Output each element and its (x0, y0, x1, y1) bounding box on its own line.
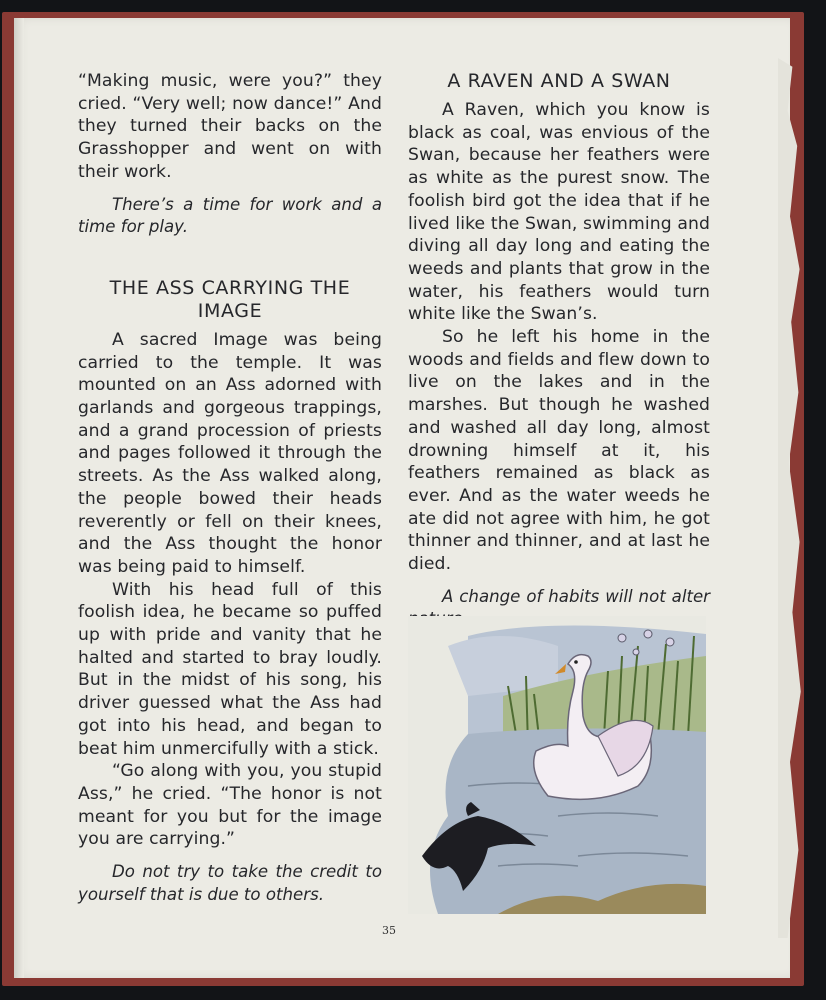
right-column (408, 70, 710, 631)
moral-grasshopper: There’s a time for work and a time for play. (78, 194, 382, 237)
book-page (14, 18, 790, 978)
page-number: 35 (382, 924, 396, 937)
fable-heading-raven: A RAVEN AND A SWAN (447, 70, 671, 92)
raven-paragraph-1: A Raven, which you know is black as coal, was envious of the Swan, because her feathers were as white as the purest snow. The foolish bird got the idea that if he lived like the Swan, swimming and diving all day long and eating the weeds and plants that grow in the water, his feathers would turn white like the Swan’s. (408, 100, 710, 325)
moral-ass: Do not try to take the credit to yourself that is due to others. (78, 862, 382, 904)
ass-paragraph-1: A sacred Image was being carried to the temple. It was mounted on an Ass adorned with garlands and gorgeous trappings, and a grand procession of priests and pages followed it through the streets. As the Ass walked along, the people bowed their heads reverently or fell on their knees, and the Ass thought the honor was being paid to himself. (78, 329, 382, 577)
ass-paragraph-2: With his head full of this foolish idea, he became so puffed up with pride and vanity that he halted and started to bray loudly. But in the midst of his song, his driver guessed what the Ass had got into his head, and began to beat him unmercifully with a stick. (78, 579, 382, 759)
fable-heading-ass: THE ASS CARRYING THE IMAGE (109, 276, 351, 322)
raven-paragraph-2: So he left his home in the woods and fields and flew down to live on the lakes and in the marshes. But though he washed and washed all day long, almost drowning himself at it, his feathers remained as black as ever. And as the water weeds he ate did not agree with him, he got thinner and thinner, and at last he died. (408, 327, 710, 575)
moral-raven: A change of habits will not alter (442, 586, 710, 606)
page-spine-shadow (14, 18, 24, 978)
ass-paragraph-3: “Go along with you, you stupid Ass,” he cried. “The honor is not meant for you but for the image you are carrying.” (78, 761, 382, 850)
left-column (78, 70, 382, 907)
swan-and-raven-icon (408, 616, 706, 914)
continued-paragraph: “Making music, were you?” they cried. “Very well; now dance!” And they turned their backs on the Grasshopper and went on with their work. (78, 71, 382, 182)
